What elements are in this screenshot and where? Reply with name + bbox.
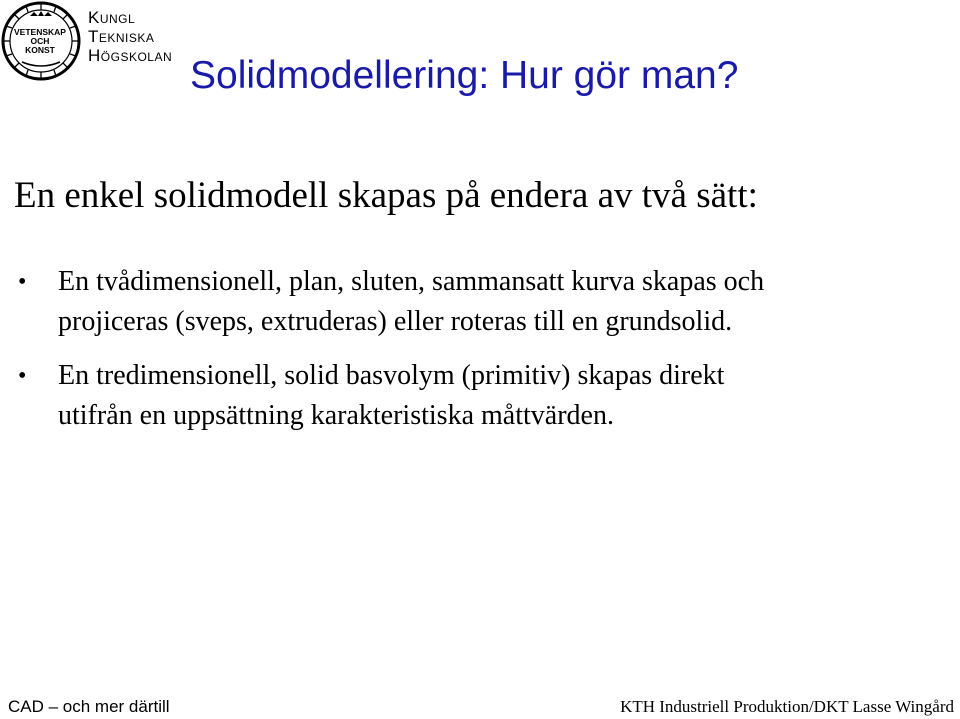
wordmark-line-1: Kungl (88, 8, 136, 27)
footer-course-title: CAD – och mer därtill (8, 697, 170, 716)
bullet-marker: • (18, 269, 27, 295)
wordmark-line-2: Tekniska (88, 27, 155, 46)
kth-wordmark (88, 8, 172, 65)
slide-title: Solidmodellering: Hur gör man? (190, 54, 739, 97)
seal-line-2: OCH (30, 36, 50, 46)
bullet-2-line-1: En tredimensionell, solid basvolym (primitiv) skapas direkt (58, 360, 725, 391)
bullet-item-curve (18, 262, 948, 342)
footer-author: KTH Industriell Produktion/DKT Lasse Wingård (620, 697, 954, 716)
bullet-1-line-1: En tvådimensionell, plan, sluten, sammansatt kurva skapas och (58, 266, 765, 297)
seal-line-3: KONST (25, 45, 55, 55)
bullet-item-primitive (18, 356, 948, 436)
seal-line-1: VETENSKAP (14, 27, 66, 37)
wordmark-line-3: Högskolan (88, 46, 173, 65)
kth-logo (0, 0, 190, 82)
bullet-list (18, 262, 948, 450)
bullet-1-line-2: projiceras (sveps, extruderas) eller roteras till en grundsolid. (58, 306, 733, 337)
intro-heading: En enkel solidmodell skapas på endera av två sätt: (14, 175, 758, 216)
bullet-marker: • (18, 363, 27, 389)
bullet-2-line-2: utifrån en uppsättning karakteristiska måttvärden. (58, 400, 614, 431)
